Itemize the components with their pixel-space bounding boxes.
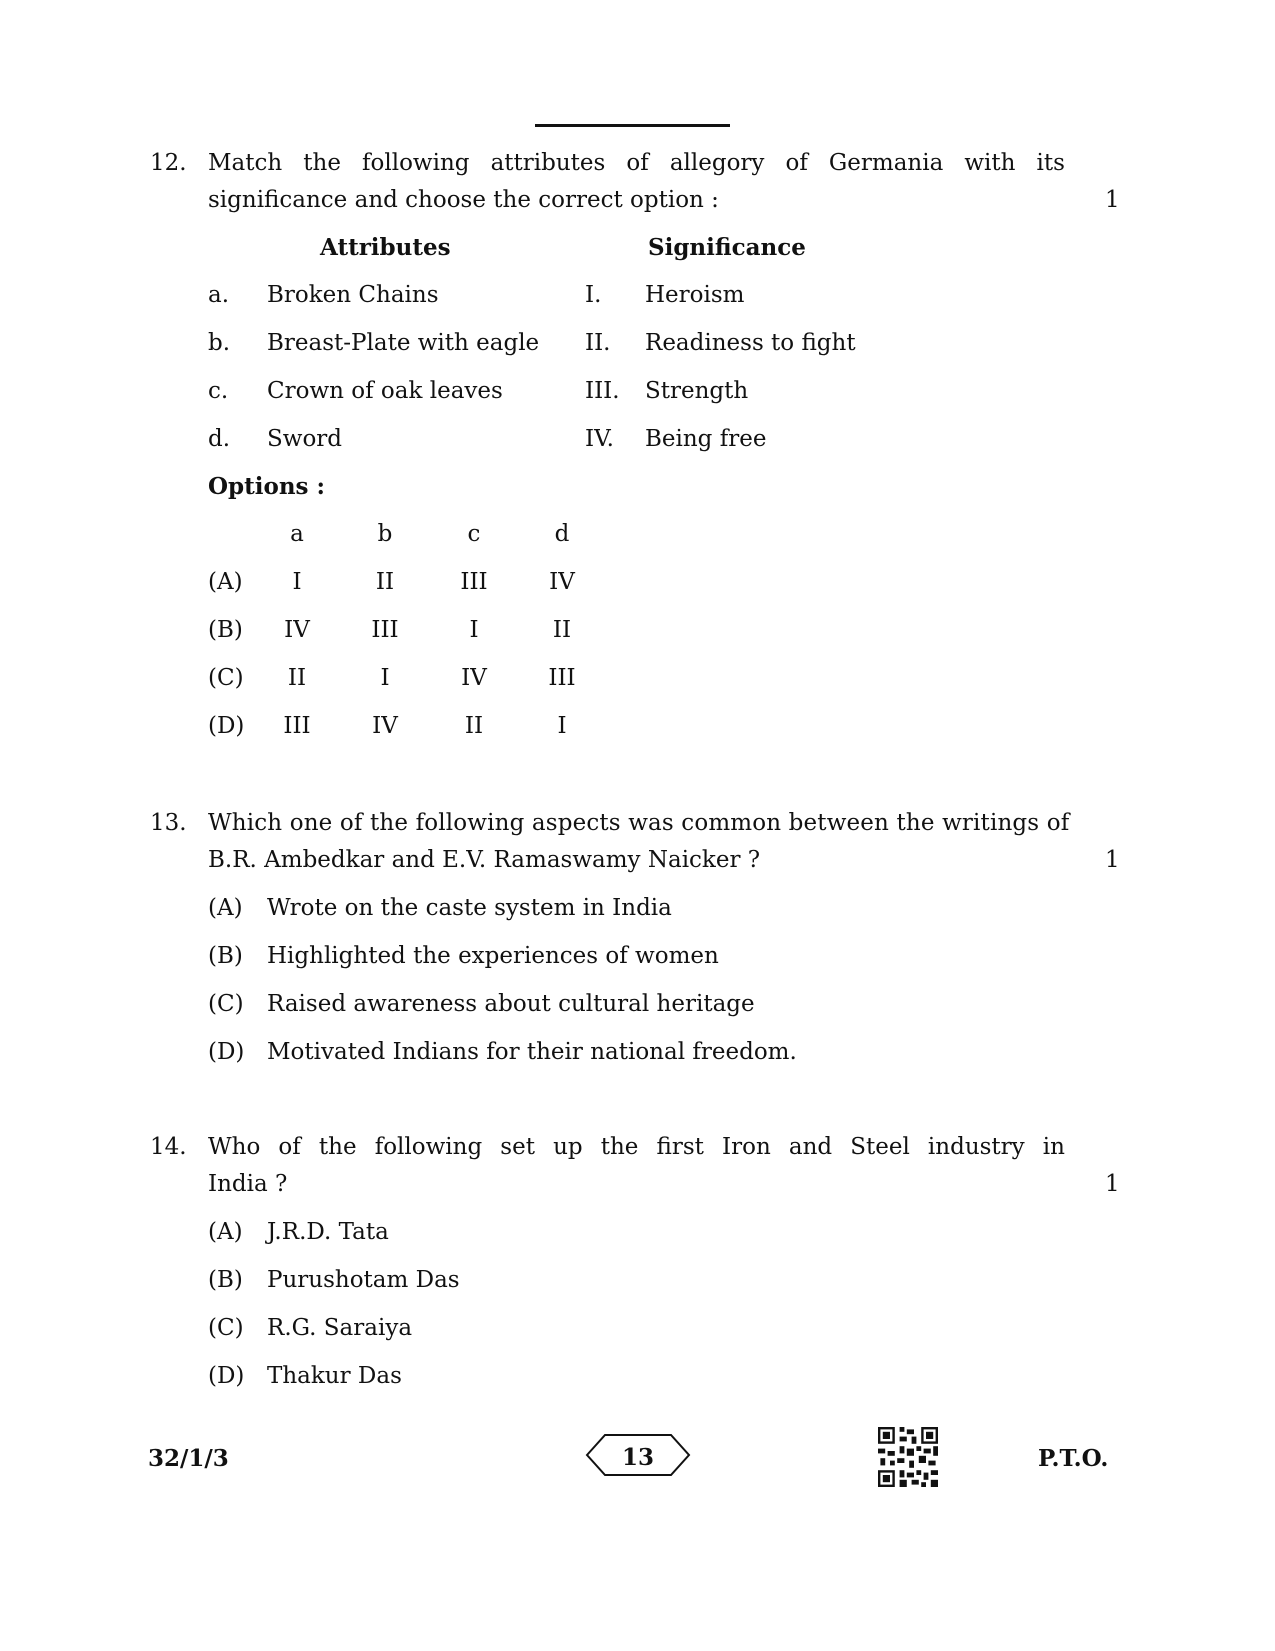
question-text-line2: significance and choose the correct option : bbox=[208, 187, 719, 213]
paper-code: 32/1/3 bbox=[148, 1445, 229, 1472]
question-text-line1: Who of the following set up the first Iron and Steel industry in bbox=[208, 1134, 1065, 1160]
page-number: 13 bbox=[621, 1444, 655, 1471]
question-number: 14. bbox=[150, 1134, 187, 1160]
please-turn-over: P.T.O. bbox=[1038, 1445, 1109, 1472]
question-number: 12. bbox=[150, 150, 187, 176]
qr-code-icon bbox=[878, 1427, 938, 1487]
question-text-line1: Match the following attributes of allegory of Germania with its bbox=[208, 150, 1065, 176]
options-label: Options : bbox=[208, 473, 325, 500]
marks: 1 bbox=[1105, 187, 1120, 213]
question-text-line1: Which one of the following aspects was common between the writings of bbox=[208, 810, 1070, 836]
column-heading-significance: Significance bbox=[648, 234, 806, 261]
question-text-line2: B.R. Ambedkar and E.V. Ramaswamy Naicker ? bbox=[208, 847, 761, 873]
question-text-line2: India ? bbox=[208, 1171, 288, 1197]
column-heading-attributes: Attributes bbox=[320, 234, 451, 261]
marks: 1 bbox=[1105, 1171, 1120, 1197]
question-number: 13. bbox=[150, 810, 187, 836]
marks: 1 bbox=[1105, 847, 1120, 873]
top-rule bbox=[535, 124, 730, 127]
